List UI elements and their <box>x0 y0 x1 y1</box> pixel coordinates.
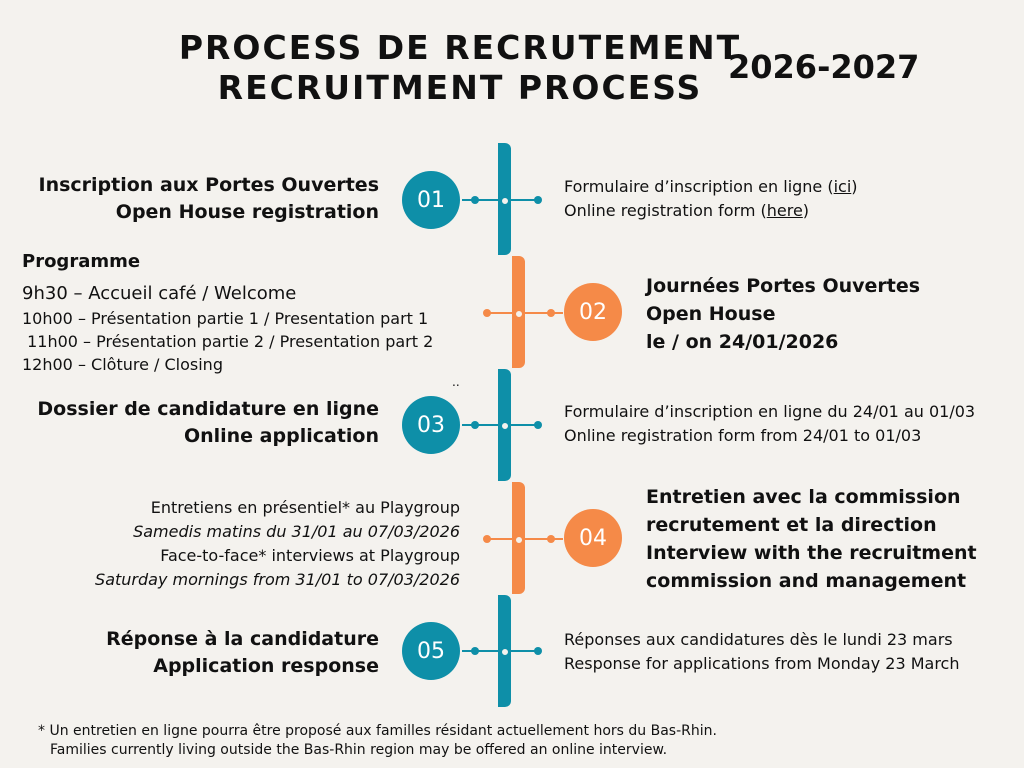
step-1-title: Inscription aux Portes Ouvertes Open House registration <box>38 174 379 223</box>
step-3-dot-right <box>534 421 542 429</box>
step-5-dot-right <box>534 647 542 655</box>
step-5-number: 05 <box>402 622 460 680</box>
step-2-dot-right <box>547 309 555 317</box>
step-1-description: Formulaire d’inscription en ligne (ici) Online registration form (here) <box>564 177 858 220</box>
step-1-ring <box>500 196 510 206</box>
step-5-title: Réponse à la candidature Application response <box>106 628 379 677</box>
program-item-2: 10h00 – Présentation partie 1 / Presentation part 1 <box>22 309 429 328</box>
page-title <box>110 28 810 108</box>
footnote: * Un entretien en ligne pourra être proposé aux familles résidant actuellement hors du Bas-Rhin. Families currently living outside the Bas-Rhin region may be offered an online interview. <box>38 723 717 758</box>
program-block <box>22 250 433 376</box>
step-4-dot-right <box>547 535 555 543</box>
step-2-title: Journées Portes Ouvertes Open House le / on 24/01/2026 <box>646 275 921 353</box>
step-2-dot-left <box>483 309 491 317</box>
program-item-1: 9h30 – Accueil café / Welcome <box>22 283 297 304</box>
step-3-dot-left <box>471 421 479 429</box>
step-4-description: Entretiens en présentiel* au Playgroup Samedis matins du 31/01 au 07/03/2026 Face-to-face* interviews at Playgroup Saturday mornings from 31/01 to 07/03/2026 <box>95 498 460 589</box>
step-1-dot-left <box>471 196 479 204</box>
step-2-ring <box>514 309 524 319</box>
title-fr: PROCESS DE RECRUTEMENT <box>178 28 742 67</box>
step-5-dot-left <box>471 647 479 655</box>
stray-mark: .. <box>452 375 460 389</box>
step-1-dot-right <box>534 196 542 204</box>
step-3-title: Dossier de candidature en ligne Online application <box>37 398 379 447</box>
step-1-number: 01 <box>402 171 460 229</box>
year-label: 2026-2027 <box>728 48 920 86</box>
step-4-dot-left <box>483 535 491 543</box>
title-en: RECRUITMENT PROCESS <box>217 68 703 107</box>
step-2-number: 02 <box>564 283 622 341</box>
registration-link-en[interactable]: here <box>766 201 803 220</box>
step-3-ring <box>500 421 510 431</box>
program-item-4: 12h00 – Clôture / Closing <box>22 355 223 374</box>
step-4-number: 04 <box>564 509 622 567</box>
registration-link-fr[interactable]: ici <box>833 177 852 196</box>
step-3-description: Formulaire d’inscription en ligne du 24/01 au 01/03 Online registration form from 24/01 to 01/03 <box>564 402 976 445</box>
step-5-ring <box>500 647 510 657</box>
step-4-ring <box>514 535 524 545</box>
program-heading: Programme <box>22 251 141 272</box>
program-item-3: 11h00 – Présentation partie 2 / Presentation part 2 <box>22 332 434 351</box>
step-3-number: 03 <box>402 396 460 454</box>
step-4-title: Entretien avec la commission recrutement et la direction Interview with the recruitment commission and management <box>646 486 977 592</box>
step-5-description: Réponses aux candidatures dès le lundi 23 mars Response for applications from Monday 23 March <box>564 630 960 673</box>
